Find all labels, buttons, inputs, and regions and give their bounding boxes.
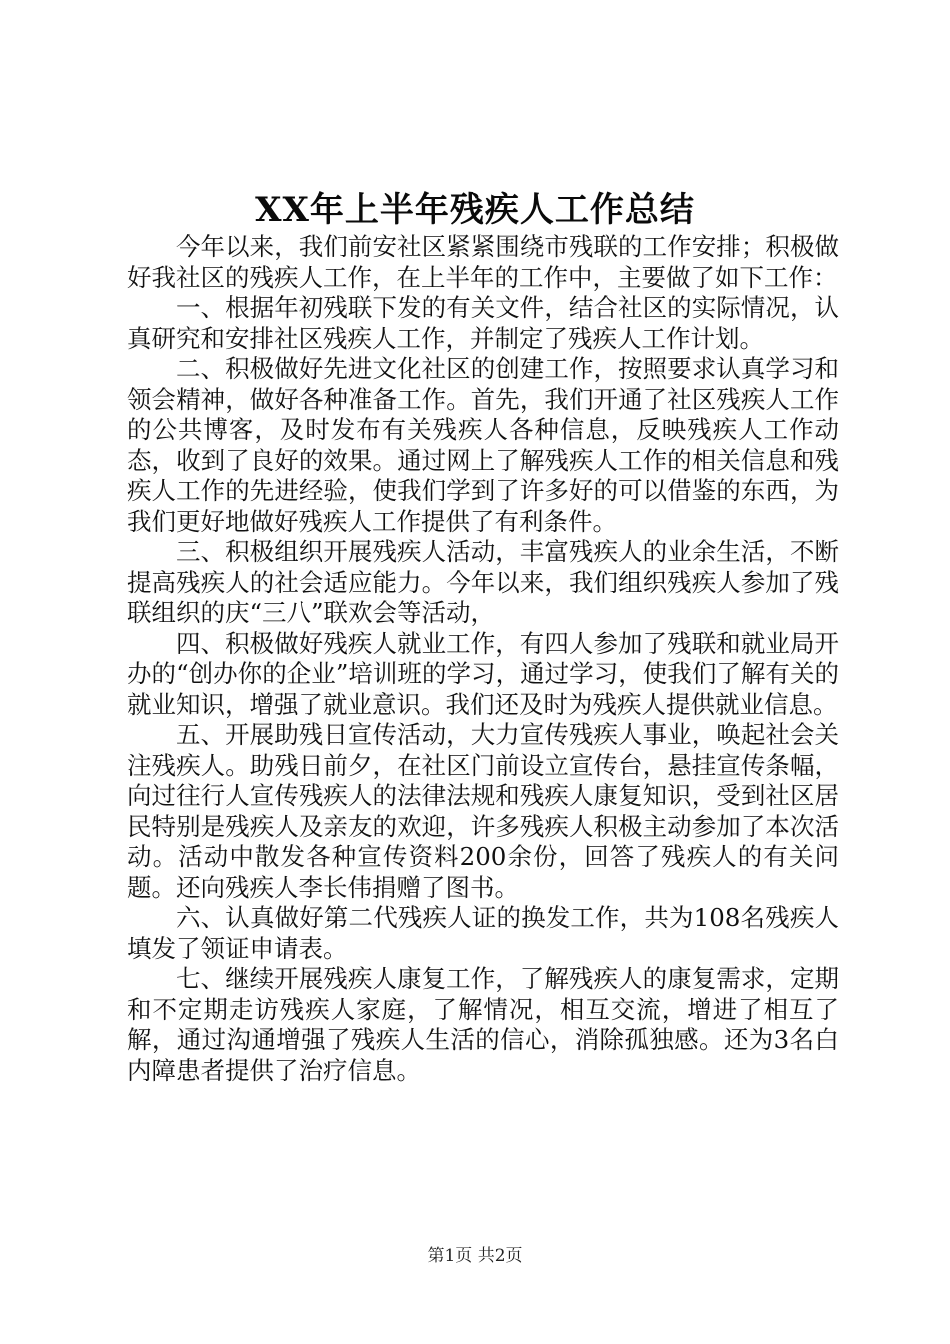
page-number-footer: 第1页 共2页	[427, 1246, 523, 1266]
paragraph-item-7: 七、继续开展残疾人康复工作，了解残疾人的康复需求，定期和不定期走访残疾人家庭，了解情况，相互交流，增进了相互了解，通过沟通增强了残疾人生活的信心，消除孤独感。还为3名白内障患者提供了治疗信息。	[127, 964, 839, 1085]
document-body	[127, 232, 839, 1086]
document-title: XX年上半年残疾人工作总结	[255, 190, 695, 230]
intro-paragraph: 今年以来，我们前安社区紧紧围绕市残联的工作安排；积极做好我社区的残疾人工作，在上半年的工作中，主要做了如下工作：	[127, 232, 839, 292]
paragraph-item-1: 一、根据年初残联下发的有关文件，结合社区的实际情况，认真研究和安排社区残疾人工作，并制定了残疾人工作计划。	[127, 293, 839, 353]
paragraph-item-6: 六、认真做好第二代残疾人证的换发工作，共为108名残疾人填发了领证申请表。	[127, 903, 839, 963]
paragraph-item-4: 四、积极做好残疾人就业工作，有四人参加了残联和就业局开办的“创办你的企业”培训班的学习，通过学习，使我们了解有关的就业知识，增强了就业意识。我们还及时为残疾人提供就业信息。	[127, 628, 839, 719]
paragraph-item-3: 三、积极组织开展残疾人活动，丰富残疾人的业余生活，不断提高残疾人的社会适应能力。今年以来，我们组织残疾人参加了残联组织的庆“三八”联欢会等活动，	[127, 537, 839, 627]
paragraph-item-2: 二、积极做好先进文化社区的创建工作，按照要求认真学习和领会精神，做好各种准备工作。首先，我们开通了社区残疾人工作的公共博客，及时发布有关残疾人各种信息，反映残疾人工作动态，收到了良好的效果。通过网上了解残疾人工作的相关信息和残疾人工作的先进经验，使我们学到了许多好的可以借鉴的东西，为我们更好地做好残疾人工作提供了有利条件。	[127, 354, 839, 536]
paragraph-item-5: 五、开展助残日宣传活动，大力宣传残疾人事业，唤起社会关注残疾人。助残日前夕，在社区门前设立宣传台，悬挂宣传条幅，向过往行人宣传残疾人的法律法规和残疾人康复知识，受到社区居民特别是残疾人及亲友的欢迎，许多残疾人积极主动参加了本次活动。活动中散发各种宣传资料200余份，回答了残疾人的有关问题。还向残疾人李长伟捐赠了图书。	[127, 720, 839, 902]
